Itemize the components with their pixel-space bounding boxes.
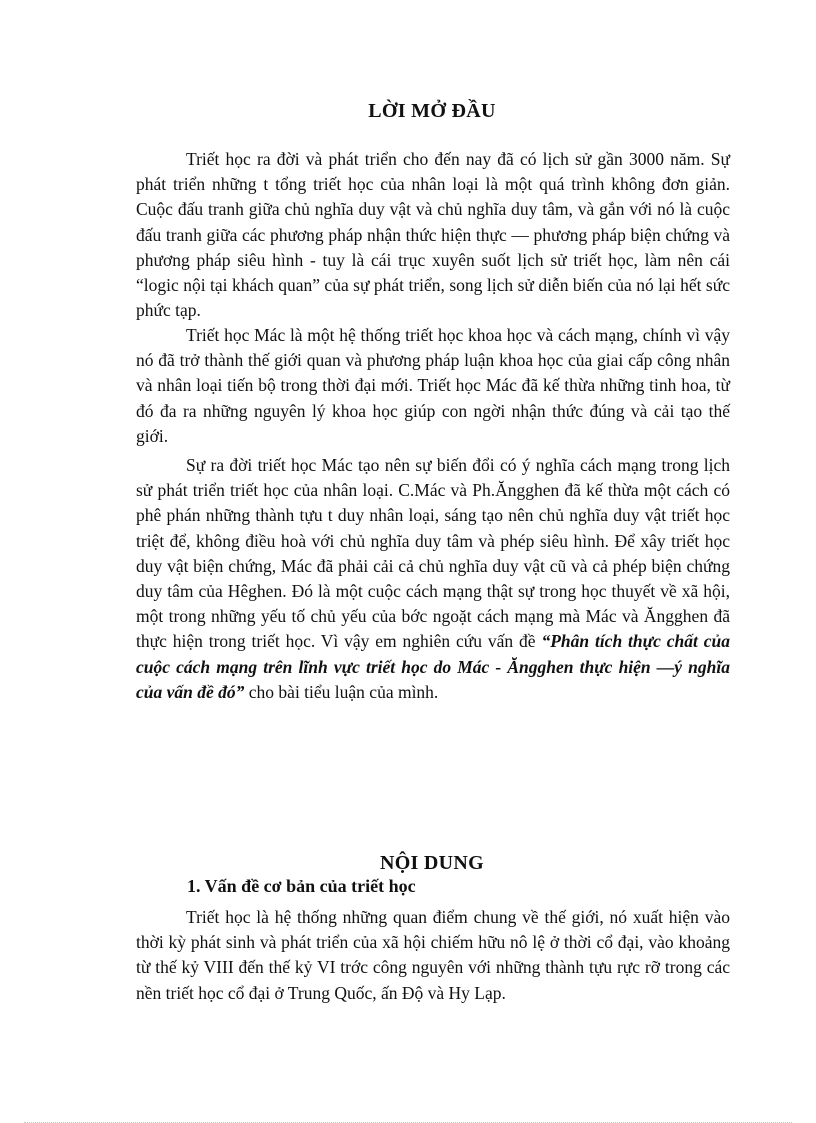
intro-paragraph-1: Triết học ra đời và phát triển cho đến nay đã có lịch sử gần 3000 năm. Sự phát triển những t tổng triết học của nhân loại là một quá trình không đơn giản. Cuộc đấu tranh giữa chủ nghĩa duy vật và chủ nghĩa duy tâm, và gắn với nó là cuộc đấu tranh giữa các phương pháp nhận thức hiện thực — phương pháp biện chứng và phương pháp siêu hình - tuy là cái trục xuyên suốt lịch sử triết học, làm nên cái “logic nội tại khách quan” của sự phát triển, song lịch sử diễn biến của nó lại hết sức phức tạp. xyxy=(136,149,730,321)
body-title: NỘI DUNG xyxy=(379,852,485,874)
section-heading: 1. Vấn đề cơ bản của triết học xyxy=(187,876,416,896)
intro-paragraph-3-text: Sự ra đời triết học Mác tạo nên sự biến đổi có ý nghĩa cách mạng trong lịch sử phát triển triết học của nhân loại. C.Mác và Ph.Ăngghen đã kế thừa một cách có phê phán những thành tựu t duy nhân loại, sáng tạo nên chủ nghĩa duy vật triết học triệt để, không điều hoà với chủ nghĩa duy tâm và phép siêu hình. Để xây triết học duy vật biện chứng, Mác đã phải cải cả chủ nghĩa duy vật cũ và cả phép biện chứng duy tâm của Hêghen. Đó là một cuộc cách mạng thật sự trong học thuyết về xã hội, một trong những yếu tố chủ yếu của bớc ngoặt cách mạng mà Mác và Ăngghen đã thực hiện trong triết học. Vì vậy em nghiên cứu vấn đề xyxy=(136,455,730,652)
body-paragraph-1: Triết học là hệ thống những quan điểm chung về thế giới, nó xuất hiện vào thời kỳ phát sinh và phát triển của xã hội chiếm hữu nô lệ ở thời cổ đại, vào khoảng từ thế kỷ VIII đến thế kỷ VI trớc công nguyên với những thành tựu rực rỡ trong các nền triết học cổ đại ở Trung Quốc, ấn Độ và Hy Lạp. xyxy=(136,907,730,1003)
research-topic-emphasis: “Phân tích thực chất của cuộc cách mạng trên lĩnh vực triết học do Mác - Ăngghen thực hiện —ý nghĩa của vấn đề đó” xyxy=(136,631,730,702)
intro-title: LỜI MỞ ĐẦU xyxy=(368,100,496,122)
intro-paragraph-3-tail: cho bài tiểu luận của mình. xyxy=(248,681,439,702)
intro-paragraph-3 xyxy=(136,453,730,705)
intro-paragraph-2: Triết học Mác là một hệ thống triết học khoa học và cách mạng, chính vì vậy nó đã trở thành thế giới quan và phương pháp luận khoa học của giai cấp công nhân và nhân loại tiến bộ trong thời đại mới. Triết học Mác đã kế thừa những tinh hoa, từ đó đa ra những nguyên lý khoa học giúp con ngời nhận thức đúng và cải tạo thế giới. xyxy=(136,325,730,446)
